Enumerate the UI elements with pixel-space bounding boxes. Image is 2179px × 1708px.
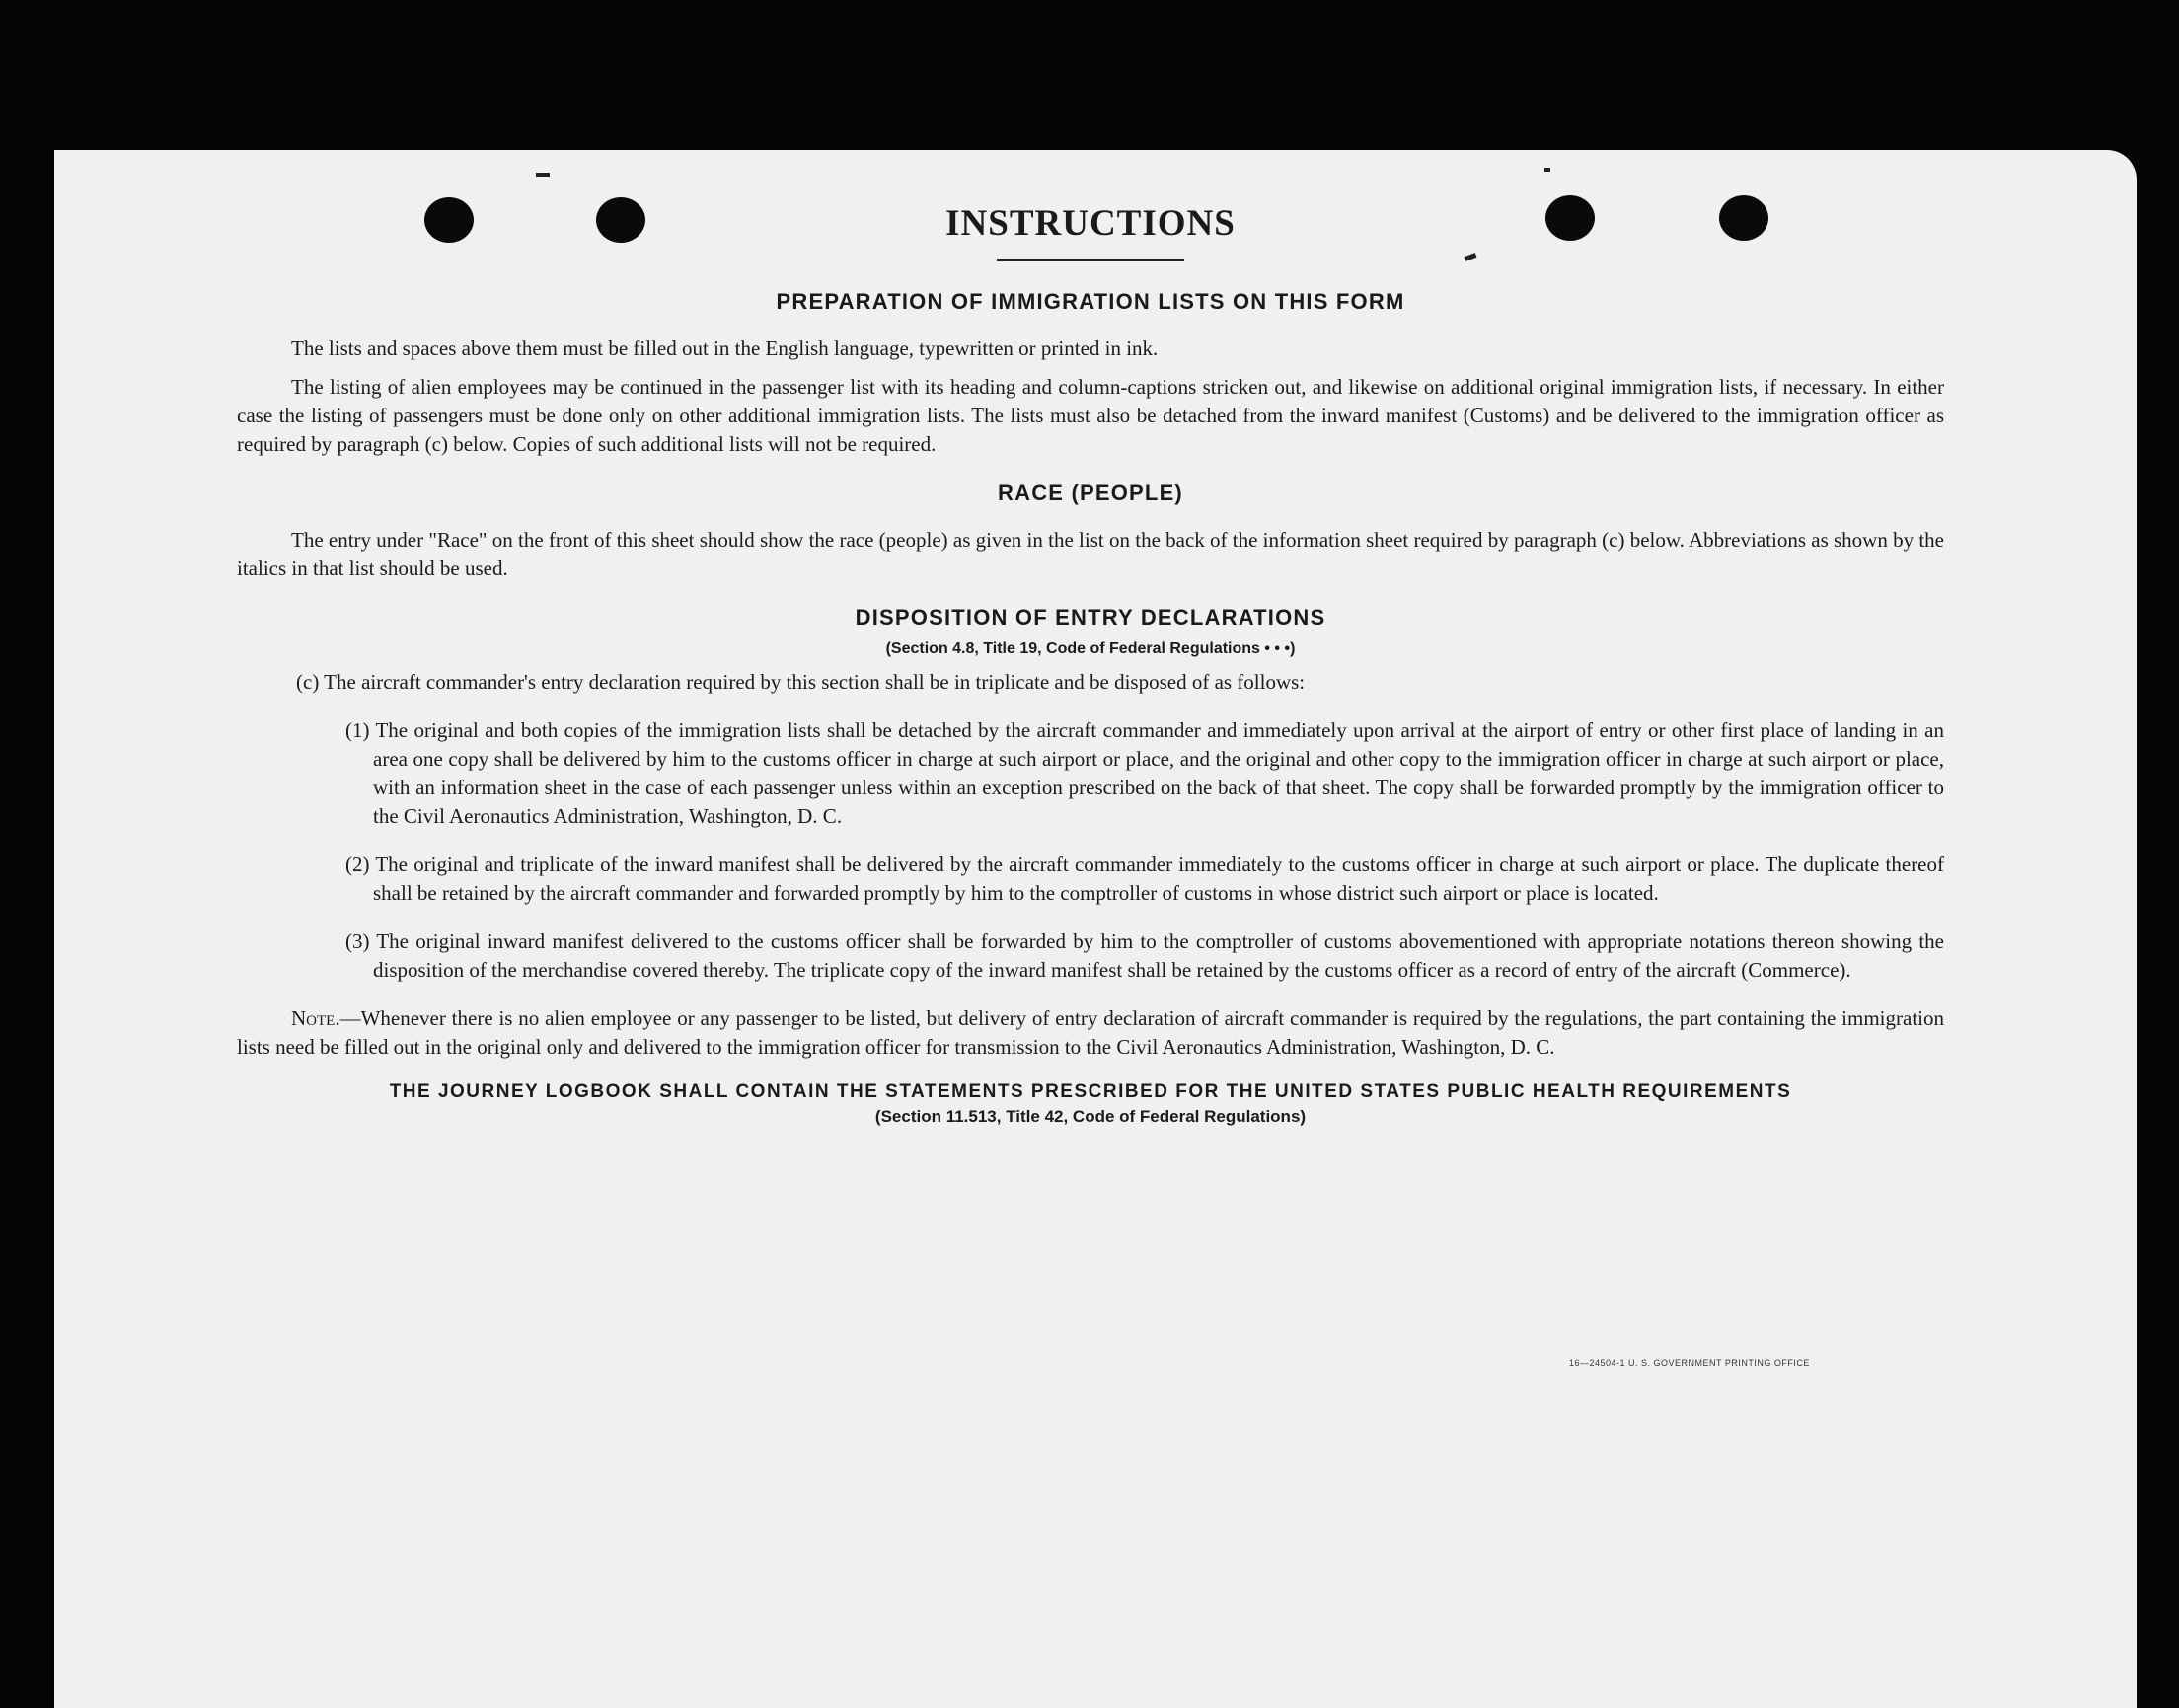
disposition-item-1 xyxy=(345,716,1944,831)
instructions-content xyxy=(237,202,1944,1127)
disposition-intro: (c) The aircraft commander's entry declaration required by this section shall be in triplicate and be disposed of as follows: xyxy=(296,670,1306,694)
note-paragraph xyxy=(237,1004,1944,1062)
printer-mark: 16—24504-1 U. S. GOVERNMENT PRINTING OFFICE xyxy=(1569,1358,1810,1368)
note-label: Note. xyxy=(291,1006,340,1030)
speck xyxy=(1544,168,1550,172)
note-text: —Whenever there is no alien employee or any passenger to be listed, but delivery of entry declaration of aircraft commander is required by the regulations, the part containing the immigration lists need be filled out in the original only and delivered to the immigration officer for transmission to the Civil Aeronautics Administration, Washington, D. C. xyxy=(237,1006,1944,1059)
footer-reference: (Section 11.513, Title 42, Code of Federal Regulations) xyxy=(874,1107,1307,1126)
speck xyxy=(536,173,550,177)
preparation-para-2: The listing of alien employees may be continued in the passenger list with its heading and column-captions stricken out, and likewise on additional original immigration lists, if necessary. In either case the listing of passengers must be done only on other additional immigration lists. The lists must also be detached from the inward manifest (Customs) and be delivered to the immigration officer as required by paragraph (c) below. Copies of such additional lists will not be required. xyxy=(237,375,1944,456)
page-title: INSTRUCTIONS xyxy=(945,203,1236,244)
section-heading-race: RACE (PEOPLE) xyxy=(998,481,1183,505)
disposition-reference: (Section 4.8, Title 19, Code of Federal Regulations • • •) xyxy=(885,640,1296,657)
race-para: The entry under "Race" on the front of this sheet should show the race (people) as given in the list on the back of the information sheet required by paragraph (c) below. Abbreviations as shown by the italics in that list should be used. xyxy=(237,528,1944,580)
disposition-item-2 xyxy=(345,851,1944,908)
disposition-item-text: (1) The original and both copies of the immigration lists shall be detached by the aircraft commander and immediately upon arrival at the airport of entry or other first place of landing in an area one copy shall be delivered by him to the customs officer in charge at such airport or place, and the original and other copy to the immigration officer in charge at such airport or place, with an information sheet in the case of each passenger unless within an exception prescribed on the back of that sheet. The copy shall be forwarded promptly by the immigration officer to the Civil Aeronautics Administration, Washington, D. C. xyxy=(345,718,1944,828)
disposition-item-text: (2) The original and triplicate of the inward manifest shall be delivered by the aircraft commander immediately to the customs officer in charge at such airport or place. The duplicate thereof shall be retained by the aircraft commander and forwarded promptly by him to the comptroller of customs in whose district such airport or place is located. xyxy=(345,853,1944,905)
section-heading-disposition: DISPOSITION OF ENTRY DECLARATIONS xyxy=(855,605,1326,630)
disposition-item-3 xyxy=(345,928,1944,985)
disposition-item-text: (3) The original inward manifest delivered to the customs officer shall be forwarded by him to the comptroller of customs abovementioned with appropriate notations thereon showing the disposition of the merchandise covered thereby. The triplicate copy of the inward manifest shall be retained by the customs officer as a record of entry of the aircraft (Commerce). xyxy=(345,929,1944,982)
preparation-para-1: The lists and spaces above them must be filled out in the English language, typewritten or printed in ink. xyxy=(291,336,1159,360)
title-rule xyxy=(997,259,1184,261)
section-heading-preparation: PREPARATION OF IMMIGRATION LISTS ON THIS FORM xyxy=(776,289,1405,314)
footer-heading: THE JOURNEY LOGBOOK SHALL CONTAIN THE STATEMENTS PRESCRIBED FOR THE UNITED STATES PUBLIC HEALTH REQUIREMENTS xyxy=(389,1081,1792,1102)
